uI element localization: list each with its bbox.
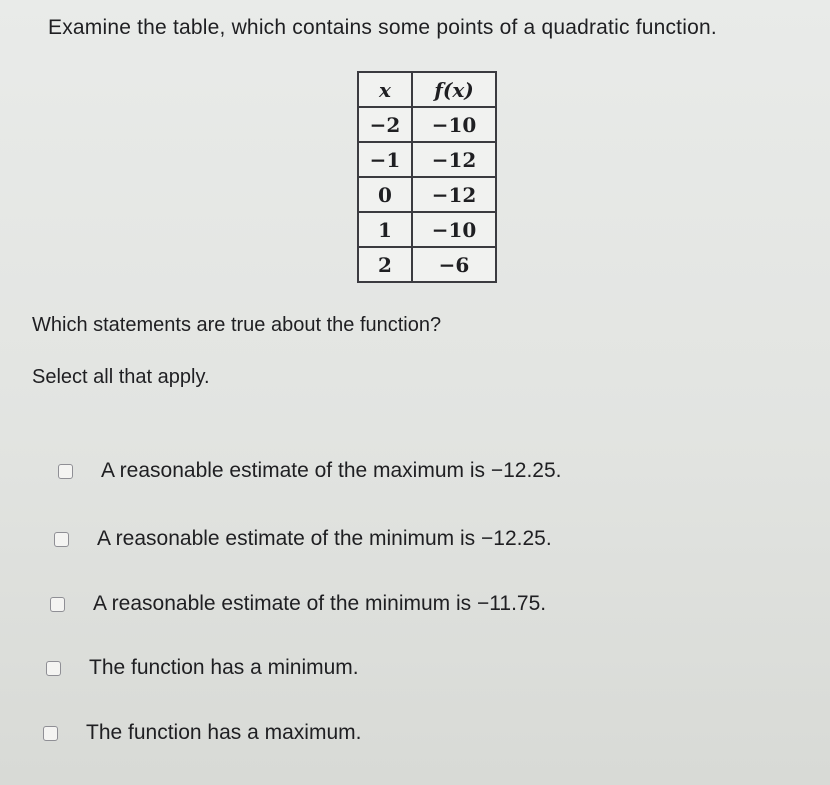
option-label: A reasonable estimate of the minimum is −12.25.: [97, 527, 552, 550]
table-header-fx: f(x): [412, 72, 496, 107]
table-row: [358, 247, 496, 282]
checkbox[interactable]: [58, 464, 73, 479]
table-cell-fx: −10: [412, 107, 496, 142]
option-max-estimate-neg-12-25[interactable]: [58, 459, 562, 483]
instruction-text: Select all that apply.: [32, 366, 210, 388]
option-label: A reasonable estimate of the maximum is −12.25.: [101, 459, 562, 482]
table-row: [358, 212, 496, 247]
table-cell-x: 2: [358, 247, 412, 282]
option-label: A reasonable estimate of the minimum is −11.75.: [93, 592, 547, 615]
checkbox[interactable]: [43, 726, 58, 741]
option-min-estimate-neg-12-25[interactable]: [54, 527, 552, 551]
checkbox[interactable]: [50, 597, 65, 612]
table-cell-x: −2: [358, 107, 412, 142]
function-table: [357, 71, 497, 283]
option-min-estimate-neg-11-75[interactable]: [50, 592, 546, 616]
table-cell-fx: −12: [412, 177, 496, 212]
option-has-minimum[interactable]: [46, 656, 359, 680]
option-label: The function has a minimum.: [89, 656, 359, 679]
table-cell-fx: −10: [412, 212, 496, 247]
checkbox[interactable]: [46, 661, 61, 676]
table-row: [358, 107, 496, 142]
table-row: [358, 142, 496, 177]
table-header-x: x: [358, 72, 412, 107]
option-has-maximum[interactable]: [43, 721, 361, 745]
table-cell-fx: −12: [412, 142, 496, 177]
table-cell-x: −1: [358, 142, 412, 177]
question-prompt: Examine the table, which contains some points of a quadratic function.: [48, 16, 717, 39]
option-label: The function has a maximum.: [86, 721, 362, 744]
checkbox[interactable]: [54, 532, 69, 547]
table-cell-x: 0: [358, 177, 412, 212]
table-cell-fx: −6: [412, 247, 496, 282]
table-cell-x: 1: [358, 212, 412, 247]
table-header-row: [358, 72, 496, 107]
question-text: Which statements are true about the function?: [32, 314, 442, 336]
function-table-container: [357, 71, 497, 283]
table-row: [358, 177, 496, 212]
